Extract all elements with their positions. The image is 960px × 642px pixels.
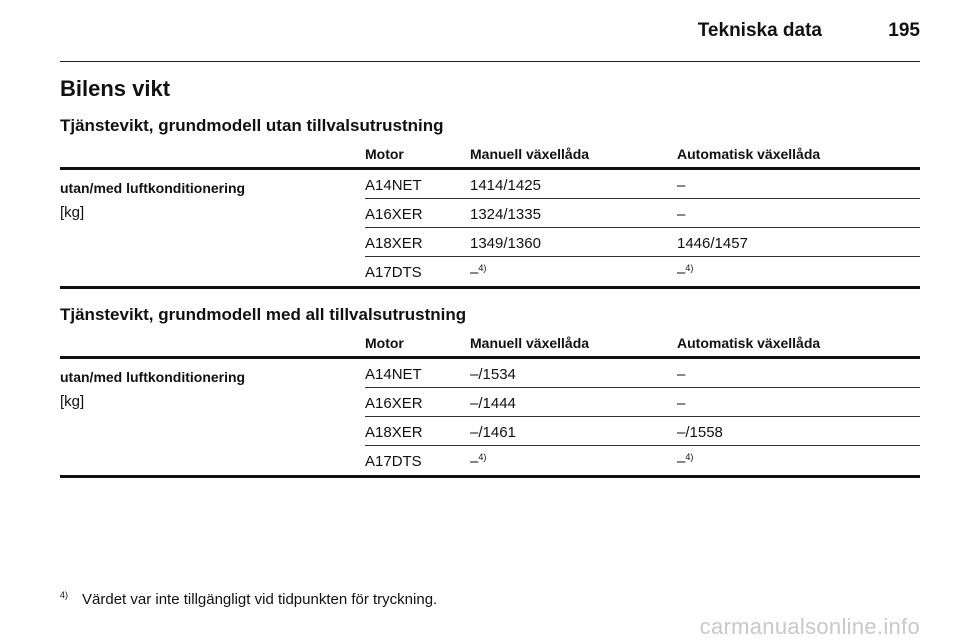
footnote-text: Värdet var inte tillgängligt vid tidpunkten för tryckning.: [82, 591, 438, 608]
manual-cell: –$^{4)}$: [470, 452, 487, 470]
auto-cell: –: [677, 395, 686, 412]
table-row: [365, 170, 920, 199]
col-manual: Manuell växellåda: [470, 146, 590, 162]
row-label: utan/med luftkonditionering: [60, 369, 246, 385]
page-number: 195: [888, 20, 920, 41]
col-manual: Manuell växellåda: [470, 335, 590, 351]
auto-cell: –$^{4)}$: [677, 263, 694, 281]
motor-cell: A14NET: [365, 177, 422, 194]
col-motor: Motor: [365, 335, 404, 351]
unit-label: [kg]: [60, 393, 85, 410]
table-header: [60, 142, 920, 170]
page-header: [60, 14, 920, 62]
auto-cell: –: [677, 366, 686, 383]
manual-cell: –/1534: [470, 366, 516, 383]
motor-cell: A17DTS: [365, 264, 422, 281]
motor-cell: A14NET: [365, 366, 422, 383]
auto-cell: –: [677, 177, 686, 194]
manual-cell: –/1444: [470, 395, 516, 412]
motor-cell: A17DTS: [365, 453, 422, 470]
table-row: [365, 446, 920, 475]
unit-label: [kg]: [60, 204, 85, 221]
motor-cell: A16XER: [365, 206, 423, 223]
table-row: [365, 359, 920, 388]
auto-cell: –$^{4)}$: [677, 452, 694, 470]
col-motor: Motor: [365, 146, 404, 162]
weight-table-full: [60, 331, 920, 478]
auto-cell: 1446/1457: [677, 235, 748, 252]
footnote: [60, 590, 437, 608]
table-row: [365, 199, 920, 228]
col-automatic: Automatisk växellåda: [677, 335, 821, 351]
col-automatic: Automatisk växellåda: [677, 146, 821, 162]
section-title: Tekniska data: [697, 20, 822, 41]
table-row: [365, 228, 920, 257]
motor-cell: A18XER: [365, 424, 423, 441]
motor-cell: A18XER: [365, 235, 423, 252]
manual-cell: 1414/1425: [470, 177, 541, 194]
table-body: [60, 170, 920, 289]
table-row: [365, 417, 920, 446]
table-1-heading: Tjänstevikt, grundmodell utan tillvalsutrustning: [60, 116, 444, 135]
motor-cell: A16XER: [365, 395, 423, 412]
page-heading: Bilens vikt: [60, 76, 171, 101]
table-row: [365, 388, 920, 417]
table-header: [60, 331, 920, 359]
auto-cell: –: [677, 206, 686, 223]
manual-cell: 1324/1335: [470, 206, 541, 223]
footnote-mark: 4): [60, 590, 69, 600]
table-2-heading: Tjänstevikt, grundmodell med all tillvalsutrustning: [60, 305, 467, 324]
row-label: utan/med luftkonditionering: [60, 180, 246, 196]
table-body: [60, 359, 920, 478]
table-row: [365, 257, 920, 286]
manual-cell: –$^{4)}$: [470, 263, 487, 281]
weight-table-base: [60, 142, 920, 289]
watermark: carmanualsonline.info: [699, 614, 920, 639]
manual-cell: –/1461: [470, 424, 516, 441]
auto-cell: –/1558: [677, 424, 723, 441]
manual-cell: 1349/1360: [470, 235, 541, 252]
